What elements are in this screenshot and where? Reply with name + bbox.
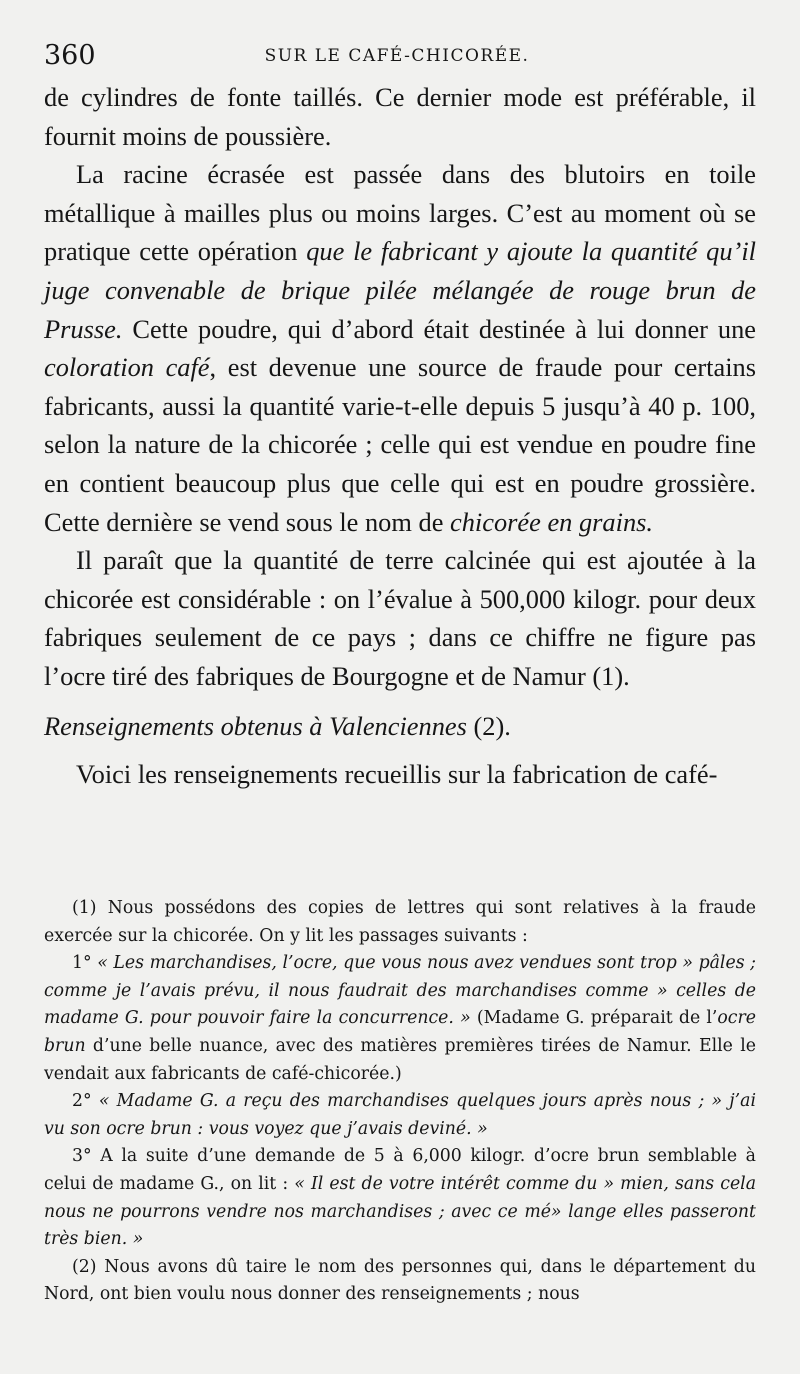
paragraph-2-italic-3: chicorée en grains.	[450, 506, 654, 537]
paragraph-2-text-a: La racine écrasée est passée dans des blutoirs en toile métallique à mailles plus ou moins larges. C’est au moment où se pratique cette opération	[44, 159, 756, 267]
footnote-1-item-1-text-b: d’une belle nuance, avec des matières premières tirées de Namur. Elle le vendait aux fabricants de café-chicorée.)	[44, 1035, 756, 1084]
footnote-1-item-1-ocre-brun: ocre brun	[44, 1008, 756, 1056]
paragraph-1: de cylindres de fonte taillés. Ce dernier mode est préférable, il fournit moins de poussière.	[44, 82, 756, 151]
paragraph-3: Il paraît que la quantité de terre calcinée qui est ajoutée à la chicorée est considérable : on l’évalue à 500,000 kilogr. pour deux fabriques seulement de ce pays ; dans ce chiffre ne figure pas l’ocre tiré des fabriques de Bourgogne et de Namur (1).	[44, 545, 756, 691]
body-text	[44, 78, 756, 794]
paragraph-2-italic-1: que le fabricant y ajoute la quantité qu’il juge convenable de brique pilée mélangée de rouge brun de Prusse.	[44, 236, 756, 344]
footnote-1-item-2-quote: « Madame G. a reçu des marchandises quelques jours après nous ; » j’ai vu son ocre brun : vous voyez que j’avais deviné. »	[44, 1091, 756, 1139]
footnote-1-item-3-text: 3° A la suite d’une demande de 5 à 6,000 kilogr. d’ocre brun semblable à celui de madame G., on lit :	[44, 1146, 756, 1194]
page-number: 360	[44, 40, 96, 71]
footnote-1-item-3	[44, 1143, 756, 1253]
section-heading-text: Renseignements obtenus à Valenciennes	[44, 710, 467, 741]
footnote-1-item-3-quote: « Il est de votre intérêt comme du » mien, sans cela nous ne pourrons vendre nos marchandises ; avec ce mé» lange elles passeront très bien. »	[44, 1173, 757, 1250]
footnotes	[44, 895, 756, 1309]
footnote-1-item-2-number: 2°	[72, 1091, 99, 1112]
footnote-1-item-1-text-a: (Madame G. préparait de l’	[470, 1008, 718, 1029]
paragraph-2	[44, 155, 756, 541]
footnote-1-item-1	[44, 950, 756, 1088]
footnote-1-intro: (1) Nous possédons des copies de lettres qui sont relatives à la fraude exercée sur la chicorée. On y lit les passages suivants :	[44, 898, 756, 946]
paragraph-2-text-b: Cette poudre, qui d’abord était destinée à lui donner une	[122, 313, 756, 344]
paragraph-2-italic-2: coloration café	[44, 352, 210, 383]
running-title: SUR LE CAFÉ-CHICORÉE.	[264, 46, 530, 66]
section-heading	[44, 707, 756, 746]
footnote-1-item-1-number: 1°	[72, 953, 98, 974]
footnote-1-item-1-quote: « Les marchandises, l’ocre, que vous nous avez vendues sont trop » pâles ; comme je l’avais prévu, il nous faudrait des marchandises comme » celles de madame G. pour pouvoir faire la concurrence. »	[44, 953, 756, 1029]
running-head	[44, 40, 750, 74]
paragraph-2-text-c: , est devenue une source de fraude pour certains fabricants, aussi la quantité varie-t-elle depuis 5 jusqu’à 40 p. 100, selon la nature de la chicorée ; celle qui est vendue en poudre fine en contient beaucoup plus que celle qui est en poudre grossière. Cette dernière se vend sous le nom de	[44, 352, 756, 537]
footnote-2: (2) Nous avons dû taire le nom des personnes qui, dans le département du Nord, ont bien voulu nous donner des renseignements ; nous	[44, 1256, 756, 1305]
footnote-1-item-2	[44, 1088, 756, 1143]
footnote-ref-2: (2).	[473, 710, 511, 741]
paragraph-4: Voici les renseignements recueillis sur la fabrication de café-	[76, 759, 718, 790]
